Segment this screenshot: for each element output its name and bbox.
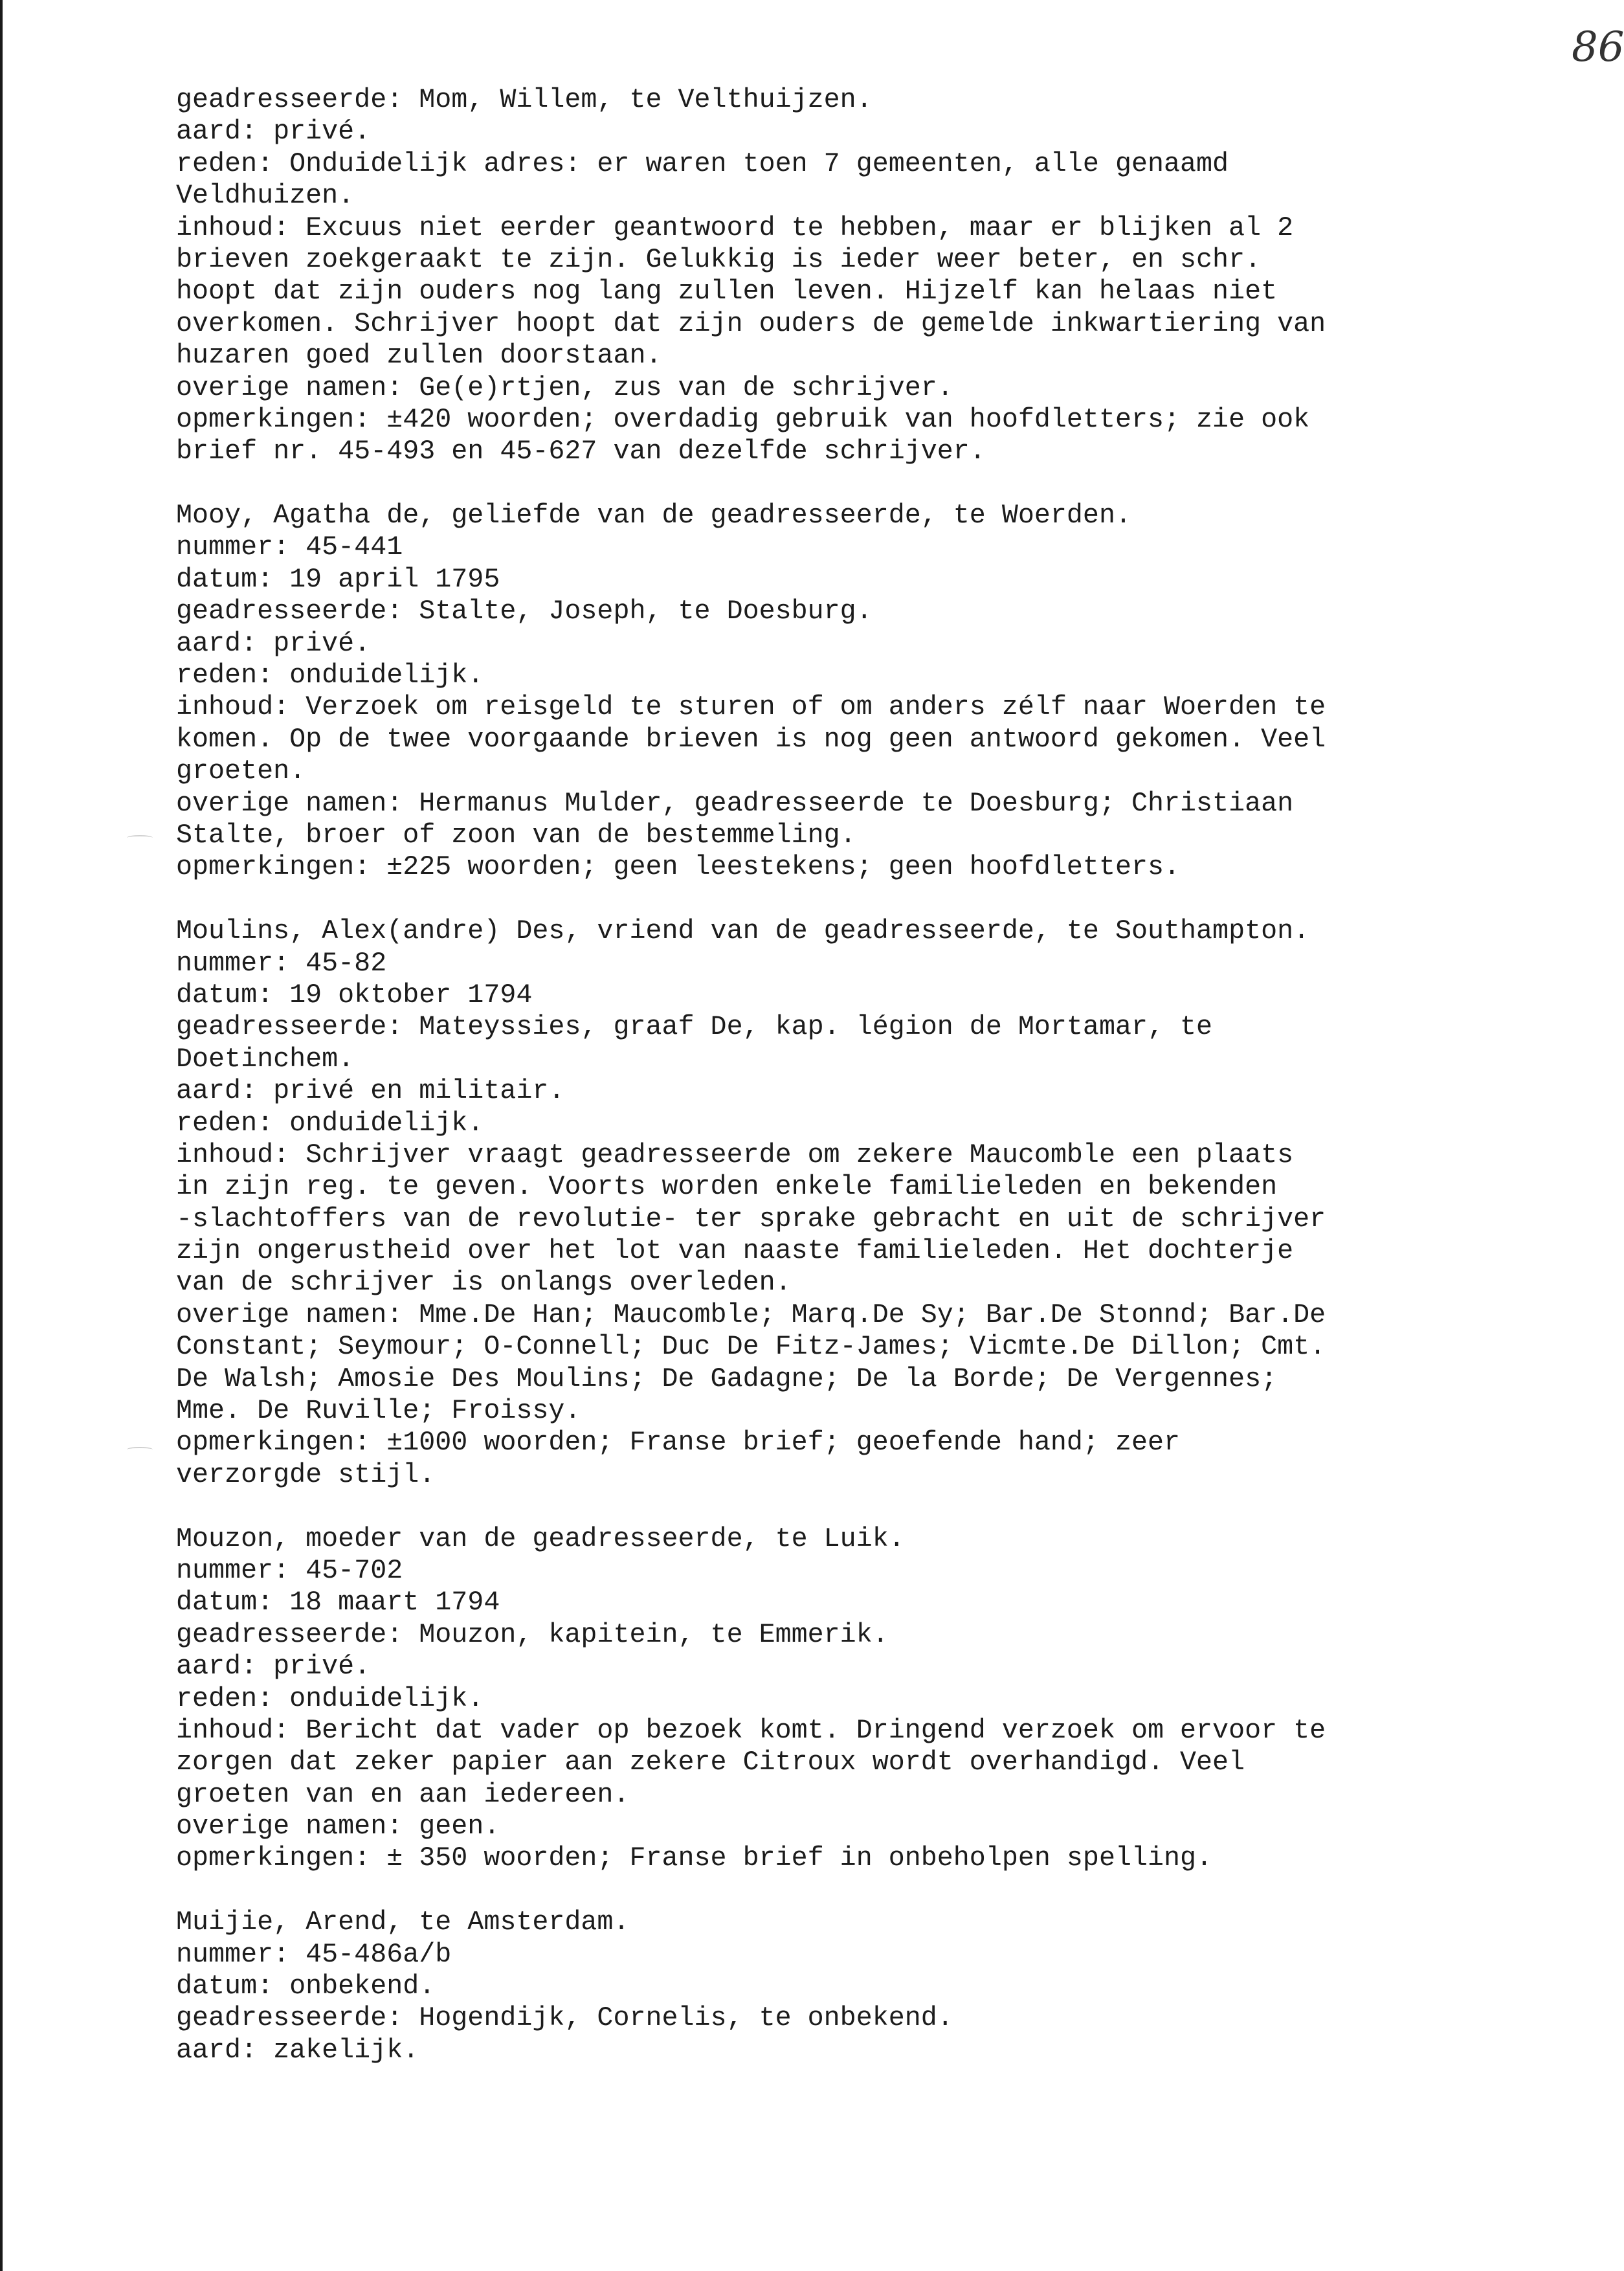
entry-line: groeten van en aan iedereen. <box>176 1778 630 1810</box>
entry-line: inhoud: Excuus niet eerder geantwoord te hebben, maar er blijken al 2 <box>176 212 1294 243</box>
entry-heading: Muijie, Arend, te Amsterdam. <box>176 1907 630 1938</box>
entry-muijie <box>176 1907 1471 2066</box>
scan-mark <box>127 1447 153 1452</box>
entry-line: datum: 19 oktober 1794 <box>176 979 533 1011</box>
entry-line: Veldhuizen. <box>176 180 355 212</box>
entry-line: aard: privé. <box>176 1651 371 1683</box>
entry-line: aard: privé. <box>176 627 371 659</box>
entry-line: aard: privé en militair. <box>176 1075 565 1107</box>
entry-line: geadresseerde: Mom, Willem, te Velthuijzen. <box>176 84 873 115</box>
entry-line: reden: onduidelijk. <box>176 1107 484 1139</box>
entry-line: geadresseerde: Hogendijk, Cornelis, te onbekend. <box>176 2002 953 2034</box>
page-number: 86 <box>1572 23 1624 71</box>
entry-heading: Mouzon, moeder van de geadresseerde, te Luik. <box>176 1523 905 1554</box>
entry-line: hoopt dat zijn ouders nog lang zullen leven. Hijzelf kan helaas niet <box>176 276 1278 308</box>
entry-line: Stalte, broer of zoon van de bestemmeling. <box>176 819 856 851</box>
entry-line: datum: 19 april 1795 <box>176 563 500 595</box>
spacer <box>176 1875 1471 1907</box>
entry-moulins <box>176 915 1471 1491</box>
entry-line: komen. Op de twee voorgaande brieven is nog geen antwoord gekomen. Veel <box>176 723 1326 755</box>
entry-line: -slachtoffers van de revolutie- ter sprake gebracht en uit de schrijver <box>176 1203 1326 1235</box>
entry-mooy <box>176 500 1471 884</box>
entry-line: datum: 18 maart 1794 <box>176 1587 500 1618</box>
entry-line: datum: onbekend. <box>176 1971 436 2002</box>
entry-line: Doetinchem. <box>176 1043 355 1075</box>
entry-line: groeten. <box>176 755 306 787</box>
spacer <box>176 884 1471 915</box>
entry-line: overkomen. Schrijver hoopt dat zijn ouders de gemelde inkwartiering van <box>176 308 1326 339</box>
entry-line: verzorgde stijl. <box>176 1459 436 1490</box>
spacer <box>176 1491 1471 1523</box>
entry-line: geadresseerde: Mateyssies, graaf De, kap. légion de Mortamar, te <box>176 1011 1213 1043</box>
entry-line: opmerkingen: ±225 woorden; geen leestekens; geen hoofdletters. <box>176 851 1181 883</box>
entry-mouzon <box>176 1523 1471 1875</box>
entry-line: inhoud: Verzoek om reisgeld te sturen of om anders zélf naar Woerden te <box>176 691 1326 723</box>
entry-line: De Walsh; Amosie Des Moulins; De Gadagne; De la Borde; De Vergennes; <box>176 1363 1278 1394</box>
entry-line: opmerkingen: ± 350 woorden; Franse brief in onbeholpen spelling. <box>176 1842 1213 1874</box>
entry-line: nummer: 45-702 <box>176 1554 403 1586</box>
entry-line: zijn ongerustheid over het lot van naaste familieleden. Het dochterje <box>176 1235 1294 1267</box>
entry-line: Constant; Seymour; O-Connell; Duc De Fitz-James; Vicmte.De Dillon; Cmt. <box>176 1331 1326 1363</box>
entry-line: huzaren goed zullen doorstaan. <box>176 340 662 372</box>
entry-continued <box>176 84 1471 468</box>
entry-line: overige namen: Hermanus Mulder, geadresseerde te Doesburg; Christiaan <box>176 787 1294 819</box>
entry-line: brieven zoekgeraakt te zijn. Gelukkig is ieder weer beter, en schr. <box>176 243 1262 275</box>
entry-line: van de schrijver is onlangs overleden. <box>176 1267 792 1299</box>
scan-mark <box>127 835 153 840</box>
entry-line: reden: onduidelijk. <box>176 1683 484 1714</box>
entry-line: aard: zakelijk. <box>176 2034 419 2066</box>
entry-heading: Mooy, Agatha de, geliefde van de geadresseerde, te Woerden. <box>176 500 1131 531</box>
entry-line: inhoud: Schrijver vraagt geadresseerde om zekere Maucomble een plaats <box>176 1139 1294 1170</box>
entry-line: geadresseerde: Mouzon, kapitein, te Emmerik. <box>176 1618 889 1650</box>
entry-line: reden: onduidelijk. <box>176 660 484 691</box>
entry-line: overige namen: geen. <box>176 1811 500 1842</box>
entry-line: opmerkingen: ±1000 woorden; Franse brief; geoefende hand; zeer <box>176 1427 1181 1459</box>
entry-line: reden: Onduidelijk adres: er waren toen 7 gemeenten, alle genaamd <box>176 148 1229 179</box>
entry-line: opmerkingen: ±420 woorden; overdadig gebruik van hoofdletters; zie ook <box>176 403 1310 435</box>
entry-line: overige namen: Mme.De Han; Maucomble; Marq.De Sy; Bar.De Stonnd; Bar.De <box>176 1299 1326 1330</box>
entry-line: nummer: 45-486a/b <box>176 1938 452 1970</box>
scan-edge <box>0 0 3 2271</box>
entry-heading: Moulins, Alex(andre) Des, vriend van de geadresseerde, te Southampton. <box>176 915 1310 947</box>
entry-line: inhoud: Bericht dat vader op bezoek komt. Dringend verzoek om ervoor te <box>176 1714 1326 1746</box>
entry-line: brief nr. 45-493 en 45-627 van dezelfde schrijver. <box>176 436 986 467</box>
entry-line: aard: privé. <box>176 116 371 148</box>
entry-line: geadresseerde: Stalte, Joseph, te Doesburg. <box>176 596 873 627</box>
document-body <box>176 84 1471 2066</box>
entry-line: nummer: 45-82 <box>176 947 387 979</box>
entry-line: in zijn reg. te geven. Voorts worden enkele familieleden en bekenden <box>176 1171 1278 1203</box>
entry-line: zorgen dat zeker papier aan zekere Citroux wordt overhandigd. Veel <box>176 1747 1245 1778</box>
spacer <box>176 468 1471 500</box>
entry-line: nummer: 45-441 <box>176 531 403 563</box>
entry-line: overige namen: Ge(e)rtjen, zus van de schrijver. <box>176 372 953 403</box>
entry-line: Mme. De Ruville; Froissy. <box>176 1395 581 1427</box>
